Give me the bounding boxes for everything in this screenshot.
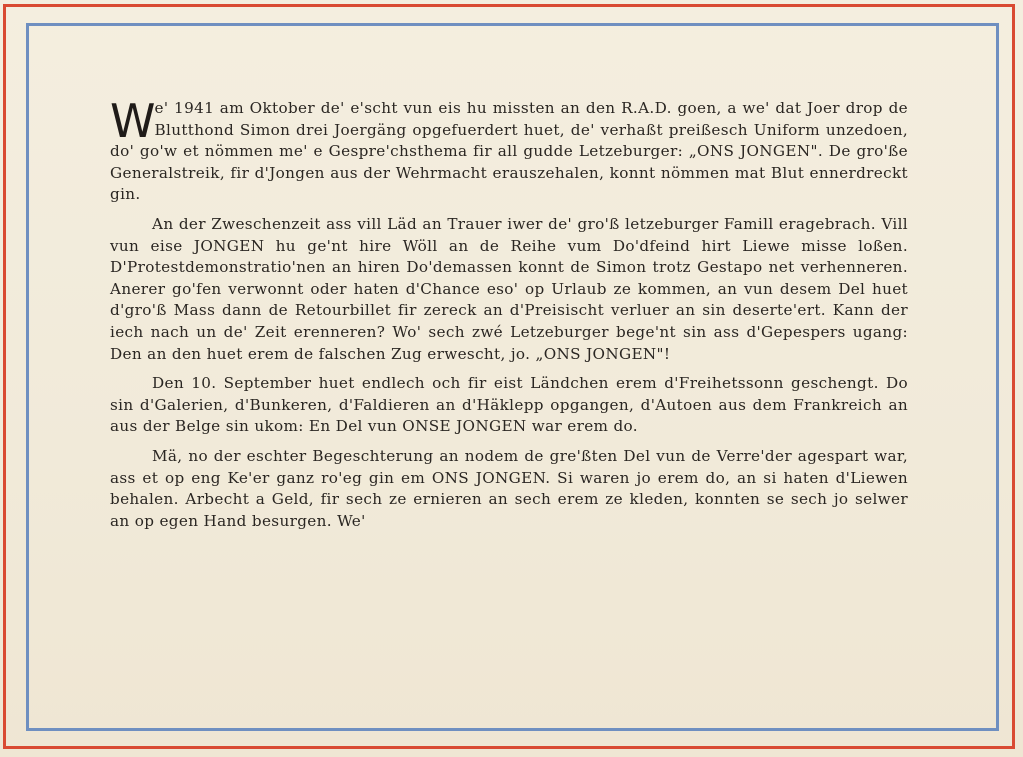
paragraph-2: An der Zweschenzeit ass vill Läd an Trauer iwer de' gro'ß letzeburger Famill eragebrach. Vill vun eise JONGEN hu ge'nt hire Wöll an de Reihe vum Do'dfeind hirt Liewe misse loßen. D'Protestdemonstratio'nen an hiren Do'demassen konnt de Simon trotz Gestapo net verhenneren. Anerer go'fen verwonnt oder haten d'Chance eso' op Urlaub ze kommen, an vun desem Del huet d'gro'ß Mass dann de Retourbillet fir zereck an d'Preisischt verluer an sin deserte'ert. Kann der iech nach un de' Zeit erenneren? Wo' sech zwé Letzeburger bege'nt sin ass d'Gepespers ugang: Den an den huet erem de falschen Zug erwescht, jo. „ONS JONGEN"!: [110, 214, 908, 363]
body-text: [110, 94, 908, 532]
paragraph-1: [110, 94, 908, 206]
drop-cap: W: [110, 94, 154, 148]
paragraph-1-text: e' 1941 am Oktober de' e'scht vun eis hu missten an den R.A.D. goen, a we' dat Joer drop de Blutthond Simon drei Joergäng opgefuerdert huet, de' verhaßt preißesch Uniform unzedoen, do' go'w et nömmen me' e Gespre'chsthema fir all gudde Letzeburger: „ONS JONGEN". De gro'ße Generalstreik, fir d'Jongen aus der Wehrmacht erauszehalen, konnt nömmen mat Blut ennerdreckt gin.: [110, 99, 908, 204]
paragraph-3: Den 10. September huet endlech och fir eist Ländchen erem d'Freihetssonn geschengt. Do sin d'Galerien, d'Bunkeren, d'Faldieren an d'Häklepp opgangen, d'Autoen aus dem Frankreich an aus der Belge sin ukom: En Del vun ONSE JONGEN war erem do.: [110, 374, 908, 436]
paragraph-4: Mä, no der eschter Begeschterung an nodem de gre'ßten Del vun de Verre'der agespart war, ass et op eng Ke'er ganz ro'eg gin em ONS JONGEN. Si waren jo erem do, an si haten d'Liewen behalen. Arbecht a Geld, fir sech ze ernieren an sech erem ze kleden, konnten se sech jo selwer an op egen Hand besurgen. We': [110, 446, 908, 530]
